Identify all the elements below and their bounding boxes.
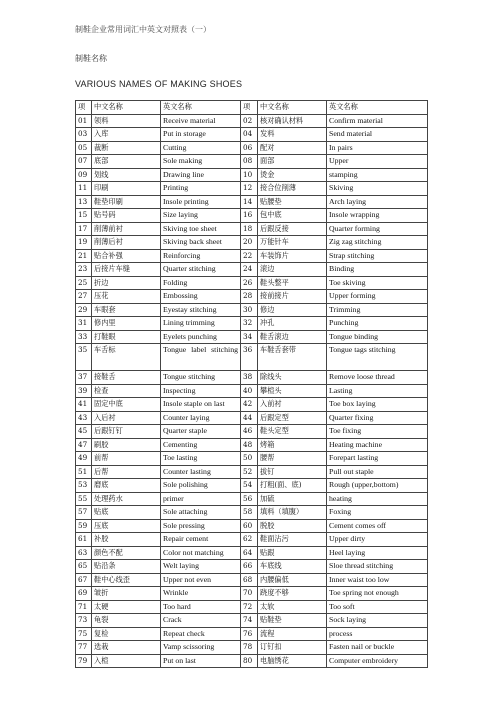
table-row [76,654,428,668]
item-number-cell: 56 [241,492,258,506]
english-name-cell: Cementing [161,438,241,452]
column-header: 中文名称 [92,101,161,115]
item-number-cell: 18 [241,222,258,236]
item-number-cell: 16 [241,209,258,223]
english-name-cell: Insole printing [161,195,241,209]
item-number-cell: 14 [241,195,258,209]
chinese-name-cell: 加硫 [258,492,327,506]
item-number-cell: 65 [76,560,92,574]
chinese-name-cell: 烤箱 [258,438,327,452]
item-number-cell: 52 [241,465,258,479]
chinese-name-cell: 印刷 [92,182,161,196]
column-header: 英文名称 [161,101,241,115]
chinese-name-cell: 包中底 [258,209,327,223]
item-number-cell: 36 [241,344,258,371]
english-name-cell: Reinforcing [161,249,241,263]
english-name-cell: Welt laying [161,560,241,574]
item-number-cell: 41 [76,398,92,412]
item-number-cell: 69 [76,587,92,601]
english-name-cell: Folding [161,276,241,290]
item-number-cell: 80 [241,654,258,668]
chinese-name-cell: 腰帮 [258,452,327,466]
english-name-cell: Repair cement [161,533,241,547]
chinese-name-cell: 后跟反接 [258,222,327,236]
english-name-cell: Upper [327,155,428,169]
table-row [76,290,428,304]
chinese-name-cell: 固定中底 [92,398,161,412]
chinese-name-cell: 折边 [92,276,161,290]
english-name-cell: Trimming [327,303,428,317]
item-number-cell: 63 [76,546,92,560]
english-name-cell: Sole making [161,155,241,169]
chinese-name-cell: 压花 [92,290,161,304]
chinese-name-cell: 修内里 [92,317,161,331]
table-row [76,263,428,277]
english-name-cell: Strap stitching [327,249,428,263]
chinese-name-cell: 皱折 [92,587,161,601]
english-name-cell: Receive material [161,114,241,128]
chinese-name-cell: 攀楦头 [258,384,327,398]
chinese-name-cell: 填料（填腹） [258,506,327,520]
english-name-cell: Toe lasting [161,452,241,466]
item-number-cell: 28 [241,290,258,304]
english-name-cell: Eyelets punching [161,330,241,344]
table-row [76,627,428,641]
chinese-name-cell: 订钉扣 [258,641,327,655]
item-number-cell: 74 [241,614,258,628]
chinese-name-cell: 面部 [258,155,327,169]
chinese-name-cell: 脱胶 [258,519,327,533]
english-name-cell: Insole staple on last [161,398,241,412]
item-number-cell: 64 [241,546,258,560]
english-name-cell: Remove loose thread [327,371,428,385]
chinese-name-cell: 入库 [92,128,161,142]
table-row [76,492,428,506]
table-row [76,587,428,601]
item-number-cell: 23 [76,263,92,277]
chinese-name-cell: 鞋舌滚边 [258,330,327,344]
english-name-cell: Eyestay stitching [161,303,241,317]
english-name-cell: In pairs [327,141,428,155]
item-number-cell: 31 [76,317,92,331]
english-name-cell: Skiving [327,182,428,196]
chinese-name-cell: 补胶 [92,533,161,547]
table-row [76,411,428,425]
item-number-cell: 70 [241,587,258,601]
table-row [76,384,428,398]
item-number-cell: 02 [241,114,258,128]
english-name-cell: Crack [161,614,241,628]
item-number-cell: 68 [241,573,258,587]
chinese-name-cell: 核对确认材料 [258,114,327,128]
table-row [76,303,428,317]
english-name-cell: Printing [161,182,241,196]
chinese-name-cell: 车眼套 [92,303,161,317]
item-number-cell: 49 [76,452,92,466]
item-number-cell: 48 [241,438,258,452]
english-name-cell: Rough (upper,bottom) [327,479,428,493]
item-number-cell: 77 [76,641,92,655]
table-row [76,614,428,628]
table-row [76,425,428,439]
chinese-name-cell: 贴跟 [258,546,327,560]
chinese-name-cell: 入楦 [92,654,161,668]
item-number-cell: 43 [76,411,92,425]
table-row [76,249,428,263]
chinese-name-cell: 打粗(面、底) [258,479,327,493]
english-name-cell: Toe spring not enough [327,587,428,601]
chinese-name-cell: 接前接片 [258,290,327,304]
item-number-cell: 39 [76,384,92,398]
english-name-cell: Insole wrapping [327,209,428,223]
english-name-cell: Upper forming [327,290,428,304]
table-row [76,452,428,466]
item-number-cell: 10 [241,168,258,182]
chinese-name-cell: 前帮 [92,452,161,466]
item-number-cell: 75 [76,627,92,641]
column-header: 中文名称 [258,101,327,115]
english-name-cell: Computer embroidery [327,654,428,668]
item-number-cell: 09 [76,168,92,182]
item-number-cell: 42 [241,398,258,412]
table-row [76,141,428,155]
chinese-name-cell: 打鞋眼 [92,330,161,344]
item-number-cell: 15 [76,209,92,223]
chinese-name-cell: 龟裂 [92,614,161,628]
table-row [76,546,428,560]
english-name-cell: Size laying [161,209,241,223]
section-label: 制鞋名称 [75,54,107,63]
item-number-cell: 38 [241,371,258,385]
english-name-cell: Counter laying [161,411,241,425]
english-name-cell: Repeat check [161,627,241,641]
table-row [76,438,428,452]
chinese-name-cell: 后帮 [92,465,161,479]
item-number-cell: 22 [241,249,258,263]
item-number-cell: 34 [241,330,258,344]
chinese-name-cell: 鞋头定型 [258,425,327,439]
table-row [76,276,428,290]
item-number-cell: 54 [241,479,258,493]
chinese-name-cell: 入后衬 [92,411,161,425]
chinese-name-cell: 跷度不够 [258,587,327,601]
chinese-name-cell: 入前衬 [258,398,327,412]
chinese-name-cell: 电脑绣花 [258,654,327,668]
chinese-name-cell: 颜色不配 [92,546,161,560]
english-name-cell: process [327,627,428,641]
table-row [76,600,428,614]
chinese-name-cell: 发料 [258,128,327,142]
chinese-name-cell: 选栽 [92,641,161,655]
table-row [76,533,428,547]
english-name-cell: Sole pressing [161,519,241,533]
english-name-cell: Sloe thread stitching [327,560,428,574]
chinese-name-cell: 鞋垫印刷 [92,195,161,209]
english-name-cell: Skiving back sheet [161,236,241,250]
chinese-name-cell: 接鞋舌 [92,371,161,385]
column-header: 项 [241,101,258,115]
chinese-name-cell: 贴鞋垫 [258,614,327,628]
english-name-cell: Fasten nail or buckle [327,641,428,655]
english-name-cell: Upper not even [161,573,241,587]
item-number-cell: 26 [241,276,258,290]
item-number-cell: 71 [76,600,92,614]
item-number-cell: 32 [241,317,258,331]
document-header: 制鞋企业常用词汇中英文对照表（一） [75,25,211,34]
table-row [76,168,428,182]
english-name-cell: Embossing [161,290,241,304]
table-row [76,371,428,385]
english-name-cell: Quarter staple [161,425,241,439]
chinese-name-cell: 后接片车缝 [92,263,161,277]
item-number-cell: 51 [76,465,92,479]
table-row [76,398,428,412]
english-name-cell: Quarter stitching [161,263,241,277]
item-number-cell: 27 [76,290,92,304]
item-number-cell: 35 [76,344,92,371]
item-number-cell: 46 [241,425,258,439]
item-number-cell: 61 [76,533,92,547]
chinese-name-cell: 压底 [92,519,161,533]
english-name-cell: Punching [327,317,428,331]
chinese-name-cell: 修边 [258,303,327,317]
english-name-cell: Toe box laying [327,398,428,412]
table-row [76,317,428,331]
item-number-cell: 44 [241,411,258,425]
chinese-name-cell: 内腰偏低 [258,573,327,587]
table-row [76,506,428,520]
column-header: 项 [76,101,92,115]
table-row [76,560,428,574]
english-name-cell: Toe fixing [327,425,428,439]
table-row [76,209,428,223]
item-number-cell: 13 [76,195,92,209]
item-number-cell: 19 [76,236,92,250]
item-number-cell: 78 [241,641,258,655]
chinese-name-cell: 滚边 [258,263,327,277]
terms-table [75,100,428,668]
item-number-cell: 06 [241,141,258,155]
chinese-name-cell: 后跟钉钉 [92,425,161,439]
item-number-cell: 20 [241,236,258,250]
english-name-cell: Put on last [161,654,241,668]
chinese-name-cell: 领料 [92,114,161,128]
chinese-name-cell: 车装饰片 [258,249,327,263]
table-row [76,573,428,587]
english-name-cell: Forepart lasting [327,452,428,466]
item-number-cell: 60 [241,519,258,533]
table-row [76,236,428,250]
item-number-cell: 72 [241,600,258,614]
table-row [76,195,428,209]
english-name-cell: Counter lasting [161,465,241,479]
item-number-cell: 66 [241,560,258,574]
item-number-cell: 53 [76,479,92,493]
english-name-cell: Lasting [327,384,428,398]
item-number-cell: 01 [76,114,92,128]
table-row [76,330,428,344]
table-row [76,479,428,493]
item-number-cell: 03 [76,128,92,142]
table-row [76,519,428,533]
table-row [76,114,428,128]
chinese-name-cell: 贴号码 [92,209,161,223]
chinese-name-cell: 车舌标 [92,344,161,371]
chinese-name-cell: 贴沿条 [92,560,161,574]
chinese-name-cell: 太硬 [92,600,161,614]
english-name-cell: Color not matching [161,546,241,560]
item-number-cell: 30 [241,303,258,317]
english-name-cell: Tongue binding [327,330,428,344]
chinese-name-cell: 鞋面沾污 [258,533,327,547]
item-number-cell: 58 [241,506,258,520]
english-name-cell: Put in storage [161,128,241,142]
english-name-cell: Inspecting [161,384,241,398]
chinese-name-cell: 配对 [258,141,327,155]
item-number-cell: 59 [76,519,92,533]
item-number-cell: 24 [241,263,258,277]
item-number-cell: 12 [241,182,258,196]
chinese-name-cell: 削薄前衬 [92,222,161,236]
item-number-cell: 25 [76,276,92,290]
item-number-cell: 07 [76,155,92,169]
chinese-name-cell: 鞋头整平 [258,276,327,290]
item-number-cell: 04 [241,128,258,142]
item-number-cell: 05 [76,141,92,155]
english-name-cell: Foxing [327,506,428,520]
item-number-cell: 29 [76,303,92,317]
chinese-name-cell: 后跟定型 [258,411,327,425]
chinese-name-cell: 冲孔 [258,317,327,331]
chinese-name-cell: 拔钉 [258,465,327,479]
english-name-cell: stamping [327,168,428,182]
english-name-cell: Wrinkle [161,587,241,601]
chinese-name-cell: 车鞋舌套带 [258,344,327,371]
chinese-name-cell: 万能针车 [258,236,327,250]
item-number-cell: 17 [76,222,92,236]
chinese-name-cell: 复检 [92,627,161,641]
chinese-name-cell: 除线头 [258,371,327,385]
column-header: 英文名称 [327,101,428,115]
english-name-cell: Confirm material [327,114,428,128]
chinese-name-cell: 检查 [92,384,161,398]
chinese-name-cell: 太软 [258,600,327,614]
english-name-cell: Skiving toe sheet [161,222,241,236]
chinese-name-cell: 车底线 [258,560,327,574]
english-name-cell: Cement comes off [327,519,428,533]
table-row [76,344,428,371]
chinese-name-cell: 裁断 [92,141,161,155]
english-name-cell: Pull out staple [327,465,428,479]
english-name-cell: Inner waist too low [327,573,428,587]
chinese-name-cell: 烫金 [258,168,327,182]
item-number-cell: 45 [76,425,92,439]
english-name-cell: Send material [327,128,428,142]
item-number-cell: 76 [241,627,258,641]
item-number-cell: 47 [76,438,92,452]
item-number-cell: 73 [76,614,92,628]
chinese-name-cell: 划线 [92,168,161,182]
chinese-name-cell: 接合位削薄 [258,182,327,196]
chinese-name-cell: 削薄后衬 [92,236,161,250]
english-name-cell: Tongue stitching [161,371,241,385]
section-title: VARIOUS NAMES OF MAKING SHOES [75,79,243,89]
english-name-cell: Sole attaching [161,506,241,520]
english-name-cell: Toe skiving [327,276,428,290]
table-row [76,222,428,236]
item-number-cell: 21 [76,249,92,263]
english-name-cell: heating [327,492,428,506]
english-name-cell: Tongue tags stitching [327,344,428,371]
table-row [76,465,428,479]
english-name-cell: Too soft [327,600,428,614]
english-name-cell: Zig zag stitching [327,236,428,250]
item-number-cell: 33 [76,330,92,344]
chinese-name-cell: 鞋中心线歪 [92,573,161,587]
item-number-cell: 40 [241,384,258,398]
english-name-cell: Upper dirty [327,533,428,547]
chinese-name-cell: 流程 [258,627,327,641]
chinese-name-cell: 处理药水 [92,492,161,506]
item-number-cell: 79 [76,654,92,668]
item-number-cell: 08 [241,155,258,169]
english-name-cell: Lining trimming [161,317,241,331]
english-name-cell: Binding [327,263,428,277]
chinese-name-cell: 贴合补强 [92,249,161,263]
english-name-cell: Sock laying [327,614,428,628]
english-name-cell: Too hard [161,600,241,614]
english-name-cell: Cutting [161,141,241,155]
item-number-cell: 62 [241,533,258,547]
table-row [76,182,428,196]
table-row [76,641,428,655]
english-name-cell: Drawing line [161,168,241,182]
chinese-name-cell: 磨底 [92,479,161,493]
english-name-cell: Heel laying [327,546,428,560]
english-name-cell: Arch laying [327,195,428,209]
item-number-cell: 55 [76,492,92,506]
english-name-cell: Vamp scissoring [161,641,241,655]
item-number-cell: 11 [76,182,92,196]
english-name-cell: Tongue label stitching [161,344,241,371]
english-name-cell: Heating machine [327,438,428,452]
chinese-name-cell: 底部 [92,155,161,169]
english-name-cell: Quarter fixing [327,411,428,425]
english-name-cell: Quarter forming [327,222,428,236]
item-number-cell: 50 [241,452,258,466]
item-number-cell: 37 [76,371,92,385]
item-number-cell: 67 [76,573,92,587]
chinese-name-cell: 贴底 [92,506,161,520]
table-row [76,155,428,169]
item-number-cell: 57 [76,506,92,520]
chinese-name-cell: 刷胶 [92,438,161,452]
english-name-cell: primer [161,492,241,506]
chinese-name-cell: 贴腰垫 [258,195,327,209]
table-row [76,128,428,142]
english-name-cell: Sole polishing [161,479,241,493]
table-header-row [76,101,428,115]
